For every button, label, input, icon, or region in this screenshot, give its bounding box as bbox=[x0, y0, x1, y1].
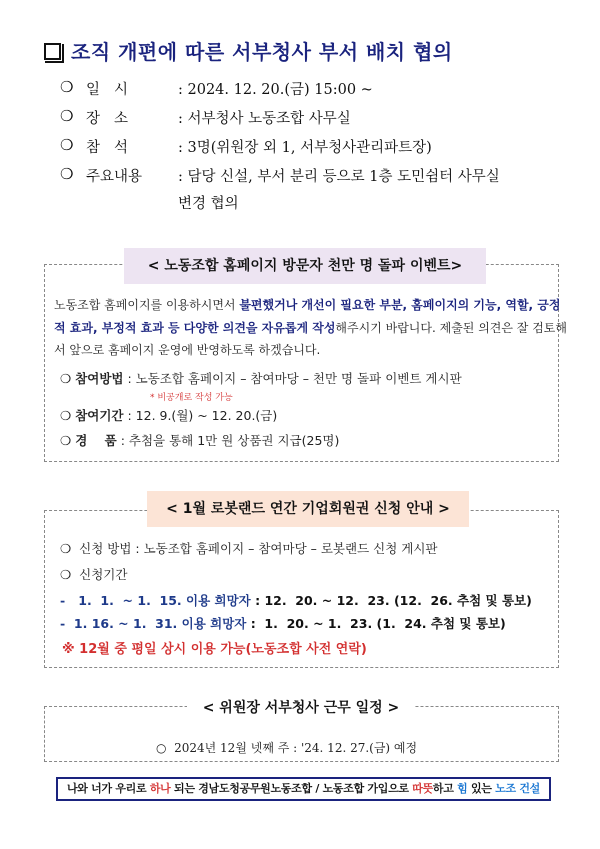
event-text-1: 노동조합 홈페이지를 이용하시면서 bbox=[54, 298, 240, 312]
banner-part: 있는 bbox=[467, 782, 496, 795]
robot-line-1-range: - 1. 1. ~ 1. 15. 이용 희망자 bbox=[60, 593, 256, 608]
event-item-label: 참여방법 bbox=[75, 371, 124, 386]
event-header: < 노동조합 홈페이지 방문자 천만 명 돌파 이벤트> bbox=[124, 248, 486, 284]
circle-bullet-icon: ❍ bbox=[60, 136, 74, 154]
circle-bullet-icon: ❍ bbox=[60, 78, 74, 96]
meeting-row-place bbox=[60, 107, 351, 128]
event-item-label: 경 품 bbox=[75, 433, 117, 448]
meeting-label: 참석 bbox=[86, 140, 143, 156]
robot-period-label: ❍ 신청기간 bbox=[60, 567, 128, 582]
banner-part: 노조 건설 bbox=[495, 782, 540, 795]
meeting-value: : 2024. 12. 20.(금) 15:00 ~ bbox=[178, 82, 373, 98]
slogan-banner bbox=[56, 777, 551, 801]
event-item-value: : 추첨을 통해 1만 원 상품권 지급(25명) bbox=[116, 433, 340, 448]
event-description bbox=[54, 294, 570, 362]
event-note: * 비공개로 작성 가능 bbox=[150, 393, 233, 403]
robot-method: ❍ 신청 방법 : 노동조합 홈페이지 – 참여마당 – 로봇랜드 신청 게시판 bbox=[60, 541, 438, 556]
meeting-row-attendees bbox=[60, 136, 432, 157]
event-item-label: 참여기간 bbox=[75, 408, 124, 423]
robot-notice: ※ 12월 중 평일 상시 이용 가능(노동조합 사전 연락) bbox=[62, 642, 367, 657]
robot-line-1-apply: : 12. 20. ~ 12. 23. (12. 26. 추첨 및 통보) bbox=[255, 593, 532, 608]
event-item-method: ❍ 참여방법 : 노동조합 홈페이지 – 참여마당 – 천만 명 돌파 이벤트 게시판 bbox=[60, 371, 462, 386]
event-text-2: 해주시기 바랍니다. 제출된 의견은 잘 검토해서 앞으로 홈페이지 운영에 반영하도록 하겠습니다. bbox=[54, 320, 567, 357]
banner-part: 되는 경남도청공무원노동조합 / 노동조합 가입으로 bbox=[170, 782, 413, 795]
robot-line-2-range: - 1. 16. ~ 1. 31. 이용 희망자 bbox=[60, 616, 251, 631]
event-item-period: ❍ 참여기간 : 12. 9.(월) ~ 12. 20.(금) bbox=[60, 408, 278, 423]
robot-header: < 1월 로봇랜드 연간 기업회원권 신청 안내 > bbox=[147, 491, 469, 527]
robot-line-2-apply: : 1. 20. ~ 1. 23. (1. 24. 추첨 및 통보) bbox=[250, 616, 506, 631]
meeting-row-date bbox=[60, 78, 373, 99]
banner-part: 하나 bbox=[149, 782, 171, 795]
circle-bullet-icon: ❍ bbox=[60, 165, 74, 183]
meeting-content-continuation: 변경 협의 bbox=[178, 196, 239, 212]
meeting-label: 장소 bbox=[86, 111, 143, 127]
meeting-value: : 담당 신설, 부서 분리 등으로 1층 도민쉼터 사무실 bbox=[178, 169, 500, 185]
event-item-prize: ❍ 경 품 : 추첨을 통해 1만 원 상품권 지급(25명) bbox=[60, 433, 340, 448]
robot-line-2 bbox=[60, 614, 506, 632]
meeting-label: 일시 bbox=[86, 82, 143, 98]
banner-part: 힘 bbox=[457, 782, 468, 795]
checkbox-square-icon bbox=[44, 43, 61, 60]
meeting-row-content bbox=[60, 165, 500, 186]
banner-part: 따뜻 bbox=[412, 782, 433, 795]
schedule-text: ○ 2024년 12월 넷째 주 : '24. 12. 27.(금) 예정 bbox=[156, 741, 418, 755]
robot-line-1 bbox=[60, 591, 532, 609]
circle-bullet-icon: ❍ bbox=[60, 107, 74, 125]
banner-part: 나와 너가 우리로 bbox=[66, 782, 150, 795]
meeting-label: 주요내용 bbox=[86, 169, 143, 185]
event-item-value: : 노동조합 홈페이지 – 참여마당 – 천만 명 돌파 이벤트 게시판 bbox=[123, 371, 462, 386]
page-title bbox=[44, 36, 453, 65]
meeting-value: : 서부청사 노동조합 사무실 bbox=[178, 111, 351, 127]
event-item-value: : 12. 9.(월) ~ 12. 20.(금) bbox=[123, 408, 278, 423]
page-title-text: 조직 개편에 따른 서부청사 부서 배치 협의 bbox=[71, 40, 453, 64]
event-text-highlight: 불편했거나 개선이 필요한 부분, 홈페이지의 기능, 역할, 긍정적 효과, 부정적 효과 등 다양한 의견을 자유롭게 작성 bbox=[54, 298, 561, 335]
meeting-value: : 3명(위원장 외 1, 서부청사관리파트장) bbox=[178, 140, 432, 156]
schedule-header: < 위원장 서부청사 근무 일정 > bbox=[187, 690, 415, 726]
banner-part: 하고 bbox=[432, 782, 458, 795]
